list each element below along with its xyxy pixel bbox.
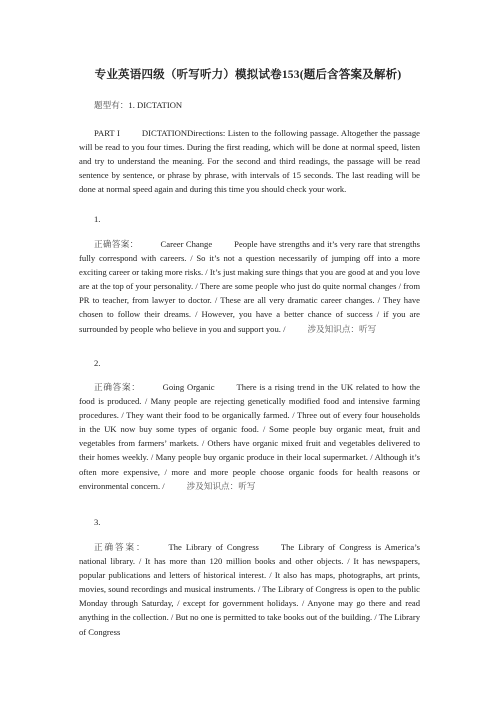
document-title: 专业英语四级（听写听力）模拟试卷153(题后含答案及解析) xyxy=(94,69,402,81)
answer-paragraph xyxy=(79,237,420,336)
question-type-line xyxy=(94,98,435,112)
answer-label: 正确答案： xyxy=(94,382,141,392)
knowledge-point: 涉及知识点：听写 xyxy=(307,323,377,334)
question-type-label: 题型有： xyxy=(94,100,129,110)
answer-topic: Career Change xyxy=(160,239,213,249)
directions-text: Directions: Listen to the following passage. Altogether the passage will be read to you four times. During the first reading, which will be done at normal speed, listen and try to understand the meaning. For the second and third readings, the passage will be read sentence by sentence, or phrase by phrase, with intervals of 15 seconds. The last reading will be done at normal speed again and during this time you should check your work. xyxy=(79,128,420,195)
question-number: 2. xyxy=(94,358,101,368)
question-number: 3. xyxy=(94,517,101,527)
question-type-value: 1. DICTATION xyxy=(128,100,183,110)
answer-topic: Going Organic xyxy=(162,382,215,392)
question-number: 1. xyxy=(94,214,101,224)
part-label: PART I xyxy=(94,128,120,138)
answer-topic: The Library of Congress xyxy=(168,542,259,552)
answer-label: 正确答案： xyxy=(94,239,139,249)
answer-text: People have strengths and it’s very rare that strengths fully correspond with careers. / So it’s not a question necessarily of jumping off into a more exciting career or taking more risks. / It’s just making sure things that you are good at and you love are at the top of your personality. / There are some people who just do quite normal changes / from PR to teacher, from lawyer to doctor. / These are all very dramatic career changes. / They have chosen to follow their dreams. / However, you have a better chance of success / if you are surrounded by people who believe in you and support you. / xyxy=(79,239,420,334)
answer-paragraph xyxy=(79,540,420,639)
answer-text: The Library of Congress is America’s national library. / It has more than 120 million books and other objects. / It has newspapers, popular publications and letters of historical interest. / It also has maps, photographs, art prints, movies, sound recordings and musical instruments. / The Library of Congress is open to the public Monday through Saturday, / except for government holidays. / Anyone may go there and read anything in the collection. / But no one is permitted to take books out of the building. / The Library of Congress xyxy=(79,542,420,637)
answer-label: 正确答案： xyxy=(94,542,147,552)
part-name: DICTATION xyxy=(141,128,188,138)
answer-paragraph xyxy=(79,380,420,493)
knowledge-point: 涉及知识点：听写 xyxy=(186,480,256,491)
answer-text: There is a rising trend in the UK related to how the food is produced. / Many people are rejecting genetically modified food and intensive farming procedures. / They want their food to be organically farmed. / Three out of every four households in the UK now buy some types of organic food. / Some people buy organic meat, fruit and vegetables from farmers’ markets. / Others have organic mixed fruit and vegetables delivered to their homes weekly. / Many people buy organic produce in their local supermarket. / Although it’s often more expensive, / more and more people choose organic foods for health reasons or environmental concern. / xyxy=(79,382,420,491)
directions-paragraph xyxy=(79,126,420,196)
